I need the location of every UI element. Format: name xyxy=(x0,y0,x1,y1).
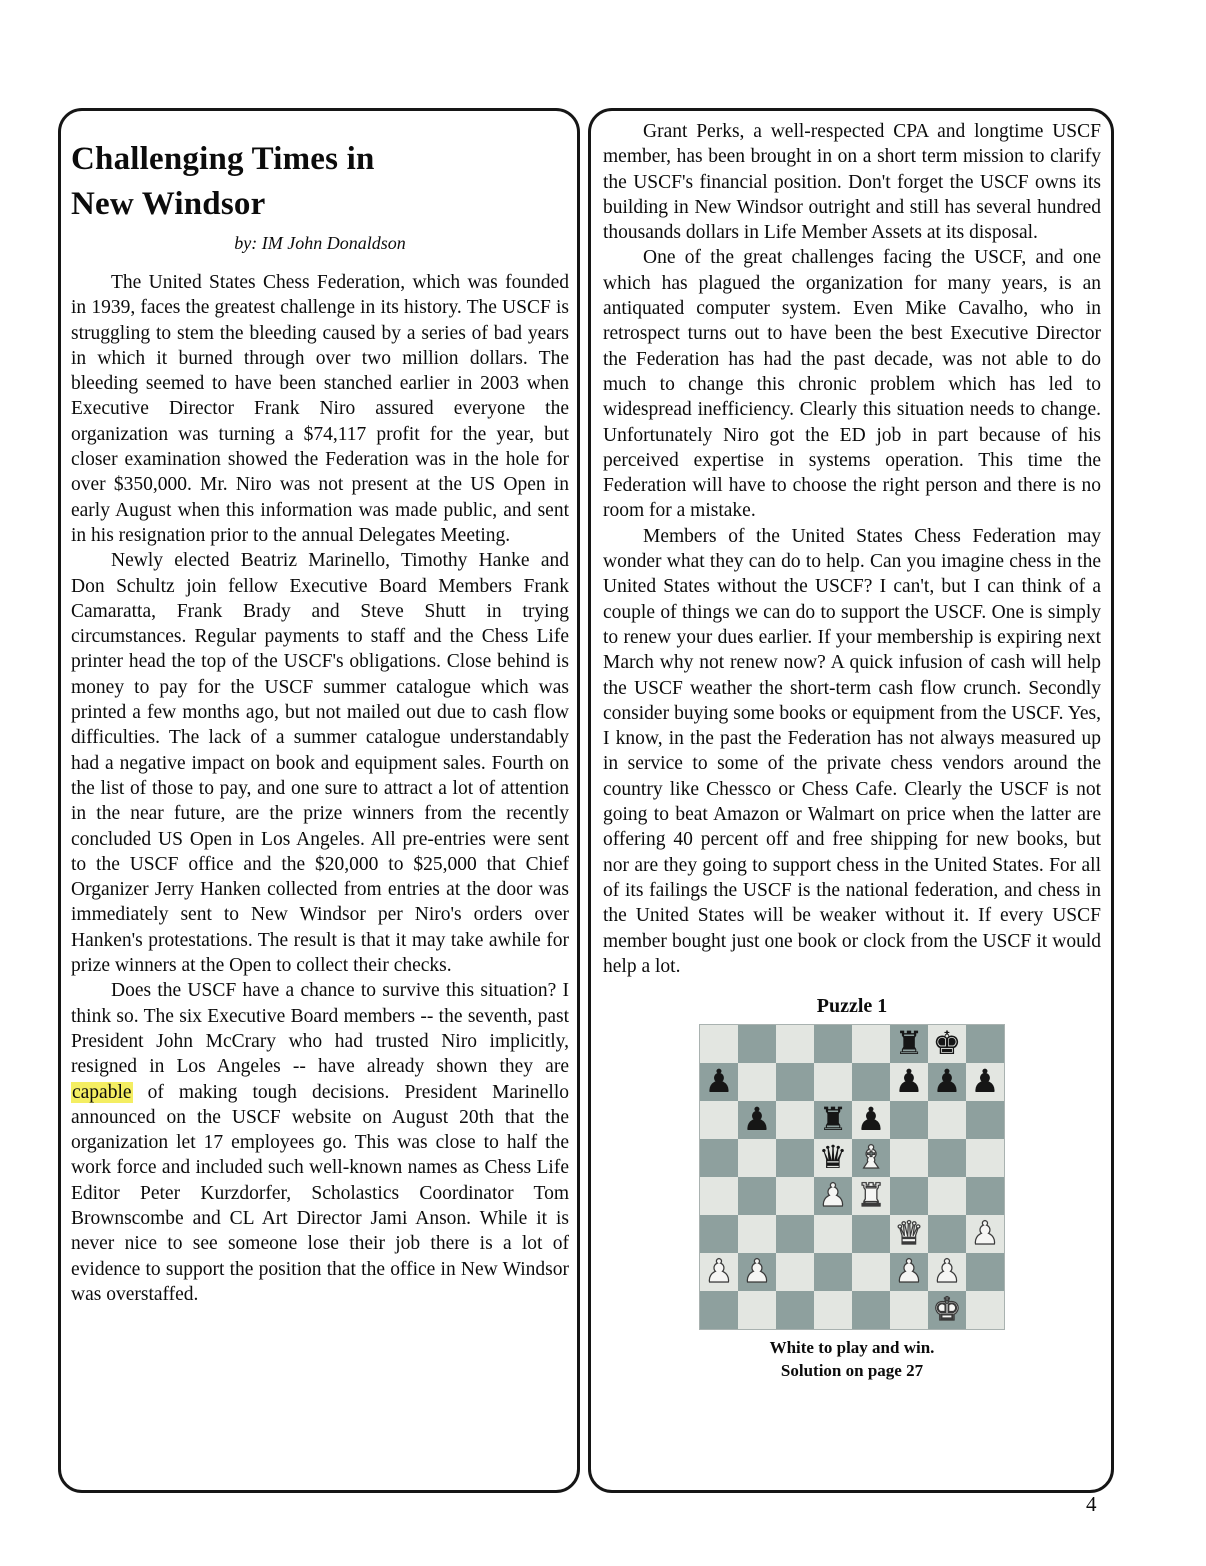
board-square xyxy=(966,1215,1004,1253)
board-square xyxy=(890,1025,928,1063)
board-square xyxy=(890,1253,928,1291)
board-square xyxy=(852,1177,890,1215)
board-square xyxy=(966,1025,1004,1063)
board-square xyxy=(700,1177,738,1215)
paragraph-1: The United States Chess Federation, which was founded in 1939, faces the greatest challenge in its history. The USCF is struggling to stem the bleeding caused by a series of bad years in which it burned through over two million dollars. The bleeding seemed to have been stanched earlier in 2003 when Executive Director Frank Niro assured everyone the organization was turning a $74,117 profit for the year, but closer examination showed the Federation was in the hole for over $350,000. Mr. Niro was not present at the US Open in early August when this information was made public, and sent in his resignation prior to the annual Delegates Meeting. xyxy=(71,272,569,546)
chess-piece-wP: ♟ xyxy=(932,1252,962,1291)
board-square xyxy=(852,1101,890,1139)
chess-piece-bR: ♜ xyxy=(894,1024,924,1063)
board-square xyxy=(776,1139,814,1177)
paragraph-2: Newly elected Beatriz Marinello, Timothy Hanke and Don Schultz join fellow Executive Board Members Frank Camaratta, Frank Brady and Steve Shutt in trying circumstances. Regular payments to staff and the Chess Life printer head the top of the USCF's obligations. Close behind is money to pay for the USCF summer catalogue which was printed a few months ago, but not mailed out due to cash flow difficulties. The lack of a summer catalogue understandably had a negative impact on book and equipment sales. Fourth on the list of those to pay, and one sure to attract a lot of attention in the near future, are the prize winners from the recently concluded US Open in Los Angeles. All pre-entries were sent to the USCF office and the $20,000 to $25,000 that Chief Organizer Jerry Hanken collected from entries at the door was immediately sent to New Windsor per Niro's orders over Hanken's protestations. The result is that it may take awhile for prize winners at the Open to collect their checks. xyxy=(71,550,569,977)
caption-line-2: Solution on page 27 xyxy=(780,1361,924,1381)
chess-piece-wP: ♟ xyxy=(704,1252,734,1291)
board-square xyxy=(700,1101,738,1139)
board-square xyxy=(928,1215,966,1253)
board-square xyxy=(776,1215,814,1253)
paragraph-5: One of the great challenges facing the USCF, and one which has plagued the organization for many years, is an antiquated computer system. Even Mike Cavalho, who in retrospect turns out to have been the best Executive Director the Federation has had the past decade, was not able to do much to change this chronic problem which has led to widespread inefficiency. Clearly this situation needs to change. Unfortunately Niro got the ED job in part because of his perceived expertise in systems operation. This time the Federation will have to choose the right person and there is no room for a mistake. xyxy=(603,247,1101,522)
board-square xyxy=(966,1291,1004,1329)
board-square xyxy=(890,1063,928,1101)
page-number: 4 xyxy=(1086,1492,1097,1516)
chess-piece-wP: ♟ xyxy=(742,1252,772,1291)
board-square xyxy=(814,1025,852,1063)
board-square xyxy=(776,1177,814,1215)
board-square xyxy=(776,1253,814,1291)
chess-piece-bP: ♟ xyxy=(932,1062,962,1101)
chess-piece-wP: ♟ xyxy=(970,1214,1000,1253)
board-square xyxy=(814,1101,852,1139)
chess-piece-bP: ♟ xyxy=(856,1100,886,1139)
paragraph-3-post: of making tough decisions. President Marinello announced on the USCF website on August 20th that the organization let 17 employees go. This was close to half the work force and included such well-known names as Chess Life Editor Peter Kurzdorfer, Scholastics Coordinator Tom Brownscombe and CL Art Director Jami Anson. While it is never nice to see someone lose their job there is a lot of evidence to support the position that the office in New Windsor was overstaffed. xyxy=(71,1081,569,1305)
board-square xyxy=(890,1215,928,1253)
board-square xyxy=(700,1139,738,1177)
board-square xyxy=(852,1025,890,1063)
paragraph-6: Members of the United States Chess Federation may wonder what they can do to help. Can you imagine chess in the United States without the USCF? I can't, but I can think of a couple of things we can do to support the USCF. One is simply to renew your dues earlier. If your membership is expiring next March why not renew now? A quick infusion of cash will help the USCF weather the short-term cash flow crunch. Secondly consider buying some books or equipment from the USCF. Yes, I know, in the past the Federation has not always measured up in service to some of the private chess vendors around the country like Chessco or Chess Cafe. Clearly the USCF is not going to beat Amazon or Walmart on price when the latter are offering 40 percent off and free shipping for new books, but nor are they going to support chess in the United States. For all of its failings the USCF is the national federation, and chess in the United States will be weaker without it. If every USCF member bought just one book or clock from the USCF it would help a lot. xyxy=(603,525,1101,977)
puzzle-title: Puzzle 1 xyxy=(816,995,888,1018)
board-square xyxy=(928,1139,966,1177)
board-square xyxy=(814,1177,852,1215)
board-square xyxy=(928,1063,966,1101)
board-square xyxy=(852,1063,890,1101)
board-square xyxy=(852,1291,890,1329)
chess-piece-wR: ♜ xyxy=(856,1176,886,1215)
byline: by: IM John Donaldson xyxy=(234,233,406,253)
board-square xyxy=(738,1139,776,1177)
chess-piece-bR: ♜ xyxy=(818,1100,848,1139)
board-square xyxy=(852,1253,890,1291)
board-square xyxy=(738,1215,776,1253)
board-square xyxy=(700,1025,738,1063)
chess-piece-bK: ♚ xyxy=(932,1024,962,1063)
paragraph-4: Grant Perks, a well-respected CPA and longtime USCF member, has been brought in on a short term mission to clarify the USCF's financial position. Don't forget the USCF owns its building in New Windsor outright and still has several hundred thousands dollars in Life Member Assets at its disposal. xyxy=(603,121,1101,244)
board-square xyxy=(738,1101,776,1139)
puzzle-caption xyxy=(603,1336,1101,1382)
board-square xyxy=(814,1215,852,1253)
board-square xyxy=(928,1253,966,1291)
chess-piece-wQ: ♛ xyxy=(894,1214,924,1253)
board-square xyxy=(928,1101,966,1139)
board-square xyxy=(776,1025,814,1063)
board-square xyxy=(700,1253,738,1291)
highlighted-word: capable xyxy=(72,1081,132,1103)
board-square xyxy=(966,1101,1004,1139)
board-square xyxy=(776,1291,814,1329)
board-square xyxy=(890,1139,928,1177)
board-square xyxy=(890,1101,928,1139)
chess-piece-bP: ♟ xyxy=(894,1062,924,1101)
board-square xyxy=(890,1177,928,1215)
right-column-box xyxy=(588,108,1114,1493)
chess-piece-wK: ♚ xyxy=(932,1290,962,1329)
board-square xyxy=(928,1025,966,1063)
board-square xyxy=(966,1139,1004,1177)
board-square xyxy=(814,1291,852,1329)
board-square xyxy=(814,1063,852,1101)
board-square xyxy=(966,1253,1004,1291)
board-square xyxy=(738,1253,776,1291)
board-square xyxy=(852,1139,890,1177)
board-square xyxy=(852,1215,890,1253)
chess-piece-wB: ♝ xyxy=(856,1138,886,1177)
article-title xyxy=(71,137,569,227)
chess-piece-bP: ♟ xyxy=(970,1062,1000,1101)
board-square xyxy=(738,1291,776,1329)
board-square xyxy=(928,1177,966,1215)
chess-piece-wP: ♟ xyxy=(894,1252,924,1291)
board-square xyxy=(966,1177,1004,1215)
chess-piece-bQ: ♛ xyxy=(818,1138,848,1177)
board-square xyxy=(776,1101,814,1139)
article-title-line2: New Windsor xyxy=(71,186,266,222)
chess-board xyxy=(699,1024,1005,1330)
board-square xyxy=(928,1291,966,1329)
board-square xyxy=(966,1063,1004,1101)
board-square xyxy=(738,1025,776,1063)
chess-piece-bP: ♟ xyxy=(742,1100,772,1139)
board-square xyxy=(814,1139,852,1177)
board-square xyxy=(738,1177,776,1215)
caption-line-1: White to play and win. xyxy=(769,1338,935,1358)
paragraph-3-pre: Does the USCF have a chance to survive this situation? I think so. The six Executive Board members -- the seventh, past President John McCrary who had trusted Niro implicitly, resigned in Los Angeles -- have already shown they are xyxy=(71,980,569,1078)
chess-piece-bP: ♟ xyxy=(704,1062,734,1101)
board-square xyxy=(738,1063,776,1101)
paragraph-3 xyxy=(71,978,569,1307)
board-square xyxy=(814,1253,852,1291)
board-square xyxy=(700,1215,738,1253)
chess-piece-wP: ♟ xyxy=(818,1176,848,1215)
left-article-box xyxy=(58,108,580,1493)
board-square xyxy=(890,1291,928,1329)
board-square xyxy=(700,1063,738,1101)
article-title-line1: Challenging Times in xyxy=(71,141,375,177)
board-square xyxy=(700,1291,738,1329)
board-square xyxy=(776,1063,814,1101)
